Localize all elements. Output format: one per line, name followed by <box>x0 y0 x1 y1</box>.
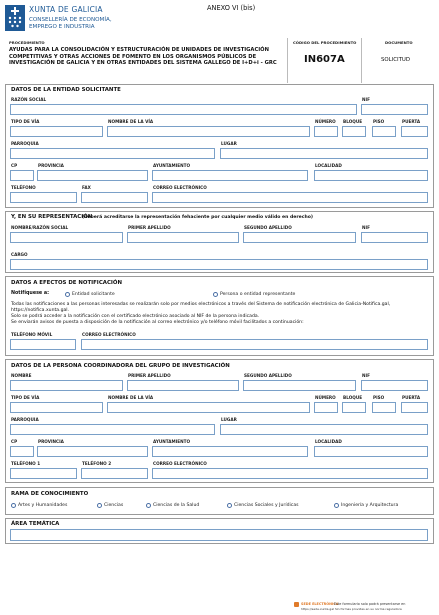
rep-apellido1-label: PRIMER APELLIDO <box>128 225 171 230</box>
entity-ayuntamiento-label: AYUNTAMIENTO <box>153 163 191 168</box>
xunta-logo <box>5 4 125 36</box>
coord-lugar-label: LUGAR <box>221 417 237 422</box>
coord-nombre-via-label: NOMBRE DE LA VÍA <box>108 395 154 400</box>
entity-parroquia-input[interactable] <box>10 148 215 159</box>
coord-apellido1-label: PRIMER APELLIDO <box>128 373 171 378</box>
entity-puerta-label: PUERTA <box>402 119 421 124</box>
rep-apellido2-label: SEGUNDO APELLIDO <box>244 225 292 230</box>
entity-provincia-input[interactable] <box>37 170 148 181</box>
representative-note: (deberá acreditarse la representación fehaciente por cualquier medio válido en derecho) <box>82 214 314 220</box>
notification-paragraph-2: Solo se podrá acceder a la notificación con el certificado electrónico asociado al NIF de la persona indicada. <box>11 314 260 319</box>
entity-nif-input[interactable] <box>361 104 428 115</box>
notify-representative-label: Persona o entidad representante <box>220 292 296 297</box>
procedure-box <box>5 38 434 83</box>
footer-line-1: Este formulario solo podrá presentarse en <box>334 601 406 606</box>
coord-localidad-input[interactable] <box>314 446 428 457</box>
coord-nombre-input[interactable] <box>10 380 123 391</box>
notify-representative-radio[interactable] <box>213 292 218 297</box>
coord-cp-input[interactable] <box>10 446 34 457</box>
annex-title: ANEXO VI (bis) <box>207 4 256 12</box>
rep-apellido1-input[interactable] <box>127 232 239 243</box>
coord-nombre-label: NOMBRE <box>11 373 32 378</box>
coord-numero-input[interactable] <box>314 402 338 413</box>
coord-piso-label: PISO <box>373 395 385 400</box>
rama-sociales-radio[interactable] <box>227 503 232 508</box>
entity-piso-label: PISO <box>373 119 385 124</box>
coord-apellido2-label: SEGUNDO APELLIDO <box>244 373 292 378</box>
logo-line-1: XUNTA DE GALICIA <box>29 5 103 14</box>
entity-nombre-via-input[interactable] <box>107 126 310 137</box>
entity-section-title: DATOS DE LA ENTIDAD SOLICITANTE <box>11 87 121 93</box>
entity-telefono-input[interactable] <box>10 192 77 203</box>
coord-telefono1-input[interactable] <box>10 468 77 479</box>
rep-nombre-input[interactable] <box>10 232 123 243</box>
rama-artes-radio[interactable] <box>11 503 16 508</box>
rep-cargo-input[interactable] <box>10 259 428 270</box>
coord-correo-label: CORREO ELECTRÓNICO <box>153 461 207 466</box>
document-type: SOLICITUD <box>381 57 411 63</box>
notify-movil-input[interactable] <box>10 339 76 350</box>
entity-piso-input[interactable] <box>372 126 396 137</box>
coord-parroquia-label: PARROQUIA <box>11 417 39 422</box>
area-section-title: ÁREA TEMÁTICA <box>11 521 60 527</box>
notify-correo-input[interactable] <box>81 339 428 350</box>
coord-tipo-via-input[interactable] <box>10 402 103 413</box>
rama-ciencias-radio[interactable] <box>97 503 102 508</box>
entity-nif-label: NIF <box>362 97 370 102</box>
notifiquese-label: Notifíquese a: <box>11 291 50 296</box>
entity-correo-input[interactable] <box>152 192 428 203</box>
rep-nif-input[interactable] <box>361 232 428 243</box>
coord-numero-label: NÚMERO <box>315 395 336 400</box>
notify-movil-label: TELÉFONO MÓVIL <box>11 332 53 337</box>
document-label: DOCUMENTO <box>385 40 413 45</box>
logo-line-2: CONSELLERÍA DE ECONOMÍA, <box>29 17 112 23</box>
coord-nif-label: NIF <box>362 373 370 378</box>
entity-numero-input[interactable] <box>314 126 338 137</box>
entity-correo-label: CORREO ELECTRÓNICO <box>153 185 207 190</box>
coord-provincia-label: PROVINCIA <box>38 439 64 444</box>
coord-localidad-label: LOCALIDAD <box>315 439 342 444</box>
coord-apellido2-input[interactable] <box>243 380 356 391</box>
entity-razon-social-label: RAZÓN SOCIAL <box>11 97 47 102</box>
rep-cargo-label: CARGO <box>11 252 28 257</box>
entity-bloque-label: BLOQUE <box>343 119 363 124</box>
entity-parroquia-label: PARROQUIA <box>11 141 39 146</box>
coord-puerta-input[interactable] <box>401 402 428 413</box>
entity-localidad-label: LOCALIDAD <box>315 163 342 168</box>
coord-parroquia-input[interactable] <box>10 424 215 435</box>
rama-ingenieria-radio[interactable] <box>334 503 339 508</box>
coord-piso-input[interactable] <box>372 402 396 413</box>
footer-line-2: https://sede.xunta.gal Sin formas providas en su norma reguladora <box>301 607 402 611</box>
xunta-emblem-icon <box>5 5 25 31</box>
entity-puerta-input[interactable] <box>401 126 428 137</box>
entity-fax-input[interactable] <box>81 192 148 203</box>
entity-tipo-via-input[interactable] <box>10 126 103 137</box>
rama-salud-label: Ciencias de la Salud <box>153 503 200 508</box>
notify-entity-label: Entidad solicitante <box>72 292 115 297</box>
procedure-code: IN607A <box>304 54 345 65</box>
coord-tipo-via-label: TIPO DE VÍA <box>11 395 40 400</box>
entity-section <box>5 84 434 208</box>
coord-ayuntamiento-input[interactable] <box>152 446 308 457</box>
entity-bloque-input[interactable] <box>342 126 366 137</box>
coord-telefono2-input[interactable] <box>81 468 148 479</box>
procedure-label: PROCEDIMIENTO <box>9 40 45 45</box>
entity-ayuntamiento-input[interactable] <box>152 170 308 181</box>
representative-section-title: Y, EN SU REPRESENTACIÓN <box>11 214 93 220</box>
entity-cp-label: CP <box>11 163 18 168</box>
coordinator-section-title: DATOS DE LA PERSONA COORDINADORA DEL GRUPO DE INVESTIGACIÓN <box>11 363 230 369</box>
rama-ciencias-label: Ciencias <box>104 503 124 508</box>
coord-lugar-input[interactable] <box>220 424 428 435</box>
coord-apellido1-input[interactable] <box>127 380 239 391</box>
entity-tipo-via-label: TIPO DE VÍA <box>11 119 40 124</box>
notification-paragraph-3: Se enviarán avisos de puesta a disposición de la notificación al correo electrónico y/o teléfono móvil facilitados a continuación: <box>11 320 304 325</box>
coord-ayuntamiento-label: AYUNTAMIENTO <box>153 439 191 444</box>
rama-artes-label: Artes y Humanidades <box>18 503 68 508</box>
sede-electronica-icon <box>294 602 299 607</box>
entity-numero-label: NÚMERO <box>315 119 336 124</box>
rama-sociales-label: Ciencias Sociales y Jurídicas <box>234 503 299 508</box>
coord-provincia-input[interactable] <box>37 446 148 457</box>
entity-fax-label: FAX <box>82 185 91 190</box>
entity-lugar-label: LUGAR <box>221 141 237 146</box>
coord-nif-input[interactable] <box>361 380 428 391</box>
entity-localidad-input[interactable] <box>314 170 428 181</box>
logo-line-3: EMPREGO E INDUSTRIA <box>29 24 95 30</box>
footer-note <box>294 601 436 613</box>
entity-telefono-label: TELÉFONO <box>11 185 36 190</box>
entity-razon-social-input[interactable] <box>10 104 357 115</box>
notify-correo-label: CORREO ELECTRÓNICO <box>82 332 136 337</box>
rama-section-title: RAMA DE CONOCIMIENTO <box>11 491 89 497</box>
rama-ingenieria-label: Ingeniería y Arquitectura <box>341 503 399 508</box>
coord-nombre-via-input[interactable] <box>107 402 310 413</box>
sede-electronica-label: SEDE ELECTRÓNICA <box>301 601 339 606</box>
rep-apellido2-input[interactable] <box>243 232 356 243</box>
entity-cp-input[interactable] <box>10 170 34 181</box>
rep-nif-label: NIF <box>362 225 370 230</box>
entity-nombre-via-label: NOMBRE DE LA VÍA <box>108 119 154 124</box>
coord-cp-label: CP <box>11 439 18 444</box>
coord-bloque-label: BLOQUE <box>343 395 363 400</box>
entity-provincia-label: PROVINCIA <box>38 163 64 168</box>
coord-telefono1-label: TELÉFONO 1 <box>11 461 41 466</box>
procedure-code-label: CÓDIGO DEL PROCEDIMIENTO <box>293 40 357 45</box>
area-tematica-input[interactable] <box>10 529 428 541</box>
coord-correo-input[interactable] <box>152 468 428 479</box>
notify-entity-radio[interactable] <box>65 292 70 297</box>
coord-puerta-label: PUERTA <box>402 395 421 400</box>
rama-salud-radio[interactable] <box>146 503 151 508</box>
procedure-title: AYUDAS PARA LA CONSOLIDACIÓN Y ESTRUCTURACIÓN DE UNIDADES DE INVESTIGACIÓN COMPETITIVAS Y OTRAS ACCIONES DE FOMENTO EN LOS ORGANISMOS PÚBLICOS DE INVESTIGACIÓN DE GALICIA Y EN OTRAS ENTIDADES DEL SISTEMA GALLEGO DE I+D+i - GRC <box>9 47 277 67</box>
notification-section-title: DATOS A EFECTOS DE NOTIFICACIÓN <box>11 280 122 286</box>
rep-nombre-label: NOMBRE/RAZÓN SOCIAL <box>11 225 69 230</box>
coord-bloque-input[interactable] <box>342 402 366 413</box>
coord-telefono2-label: TELÉFONO 2 <box>82 461 112 466</box>
notification-paragraph-1: Todas las notificaciones a las personas interesadas se realizarán solo por medios electrónicos a través del Sistema de notificación electrónica de Galicia-Notifica.gal, https://notifica.xunta.gal. <box>11 302 391 313</box>
entity-lugar-input[interactable] <box>220 148 428 159</box>
